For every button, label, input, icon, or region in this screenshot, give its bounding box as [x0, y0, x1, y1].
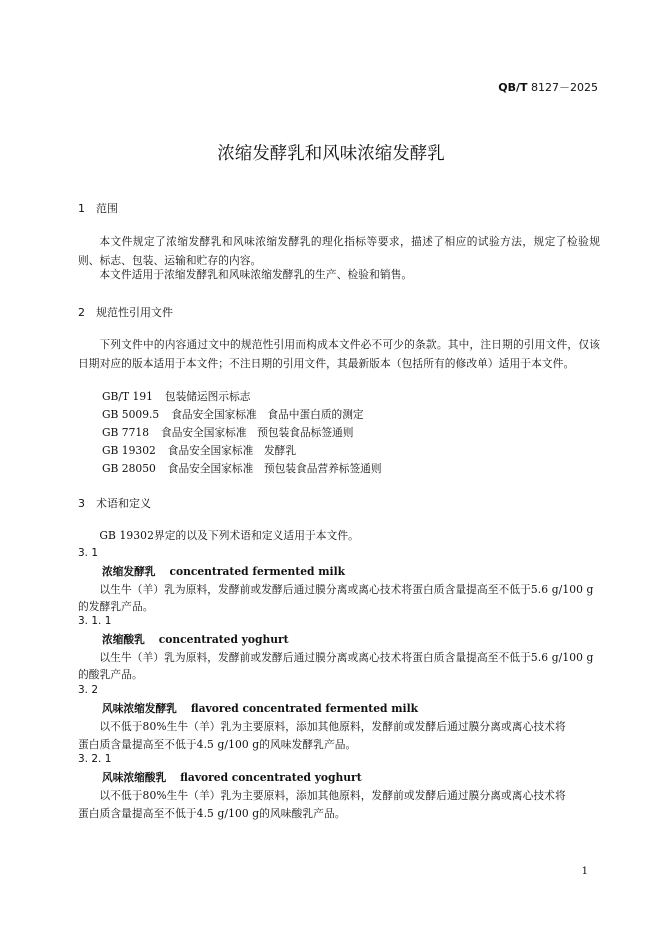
section-heading-terms: 3 术语和定义	[78, 497, 151, 510]
section-heading-references: 2 规范性引用文件	[78, 306, 173, 319]
reference-item: GB 5009.5 食品安全国家标准 食品中蛋白质的测定	[102, 408, 364, 421]
page-number: 1	[581, 866, 588, 877]
term-definition-cont: 蛋白质含量提高至不低于4.5 g/100 g的风味酸乳产品。	[78, 807, 346, 820]
term-title: 浓缩发酵乳 concentrated fermented milk	[102, 565, 346, 578]
term-definition-cont: 的酸乳产品。	[78, 668, 143, 681]
document-title: 浓缩发酵乳和风味浓缩发酵乳	[217, 144, 445, 164]
references-intro: 下列文件中的内容通过文中的规范性引用而构成本文件必不可少的条款。其中，注日期的引用文件，仅该日期对应的版本适用于本文件；不注日期的引用文件，其最新版本（包括所有的修改单）适用于本文件。	[78, 338, 600, 370]
term-definition-cont: 的发酵乳产品。	[78, 600, 154, 613]
term-number: 3. 1. 1	[78, 615, 112, 627]
term-number: 3. 2. 1	[78, 753, 112, 765]
reference-item: GB 19302 食品安全国家标准 发酵乳	[102, 444, 297, 457]
term-title: 浓缩酸乳 concentrated yoghurt	[102, 633, 289, 646]
section-heading-scope: 1 范围	[78, 202, 118, 215]
term-number: 3. 1	[78, 547, 99, 559]
term-definition-cont: 蛋白质含量提高至不低于4.5 g/100 g的风味发酵乳产品。	[78, 738, 357, 751]
reference-item: GB/T 191 包装储运图示标志	[102, 390, 251, 403]
term-definition: 以不低于80%生牛（羊）乳为主要原料，添加其他原料，发酵前或发酵后通过膜分离或离心技术将	[99, 720, 566, 733]
term-number: 3. 2	[78, 684, 99, 696]
term-definition: 以不低于80%生牛（羊）乳为主要原料，添加其他原料，发酵前或发酵后通过膜分离或离心技术将	[99, 789, 566, 802]
terms-intro: GB 19302界定的以及下列术语和定义适用于本文件。	[99, 529, 359, 542]
scope-paragraph-1: 本文件规定了浓缩发酵乳和风味浓缩发酵乳的理化指标等要求，描述了相应的试验方法，规定了检验规则、标志、包装、运输和贮存的内容。	[78, 235, 600, 267]
term-definition: 以生牛（羊）乳为原料，发酵前或发酵后通过膜分离或离心技术将蛋白质含量提高至不低于5.6 g/100 g	[99, 583, 594, 596]
term-title: 风味浓缩酸乳 flavored concentrated yoghurt	[102, 771, 362, 784]
reference-item: GB 7718 食品安全国家标准 预包装食品标签通则	[102, 426, 354, 439]
term-title: 风味浓缩发酵乳 flavored concentrated fermented milk	[102, 702, 419, 715]
standard-number: QB/T 8127－2025	[498, 81, 598, 94]
scope-paragraph-2: 本文件适用于浓缩发酵乳和风味浓缩发酵乳的生产、检验和销售。	[99, 268, 413, 281]
reference-item: GB 28050 食品安全国家标准 预包装食品营养标签通则	[102, 462, 382, 475]
term-definition: 以生牛（羊）乳为原料，发酵前或发酵后通过膜分离或离心技术将蛋白质含量提高至不低于5.6 g/100 g	[99, 651, 594, 664]
